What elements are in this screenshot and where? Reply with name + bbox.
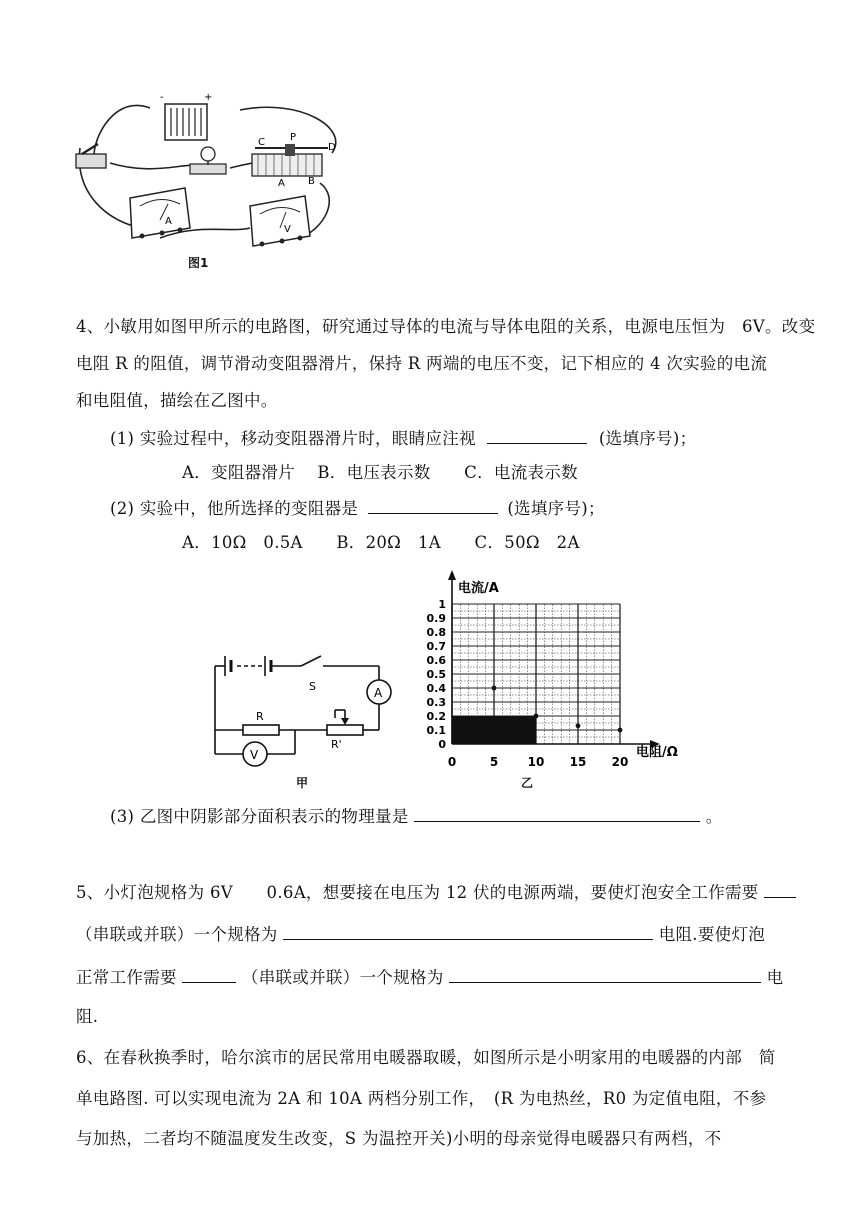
circuit-resistor-label: R <box>256 710 264 723</box>
q4-sub2-options: A．10Ω 0.5A B．20Ω 1A C．50Ω 2A <box>182 533 580 552</box>
q5-line-2-text-a: （串联或并联）一个规格为 <box>76 925 278 944</box>
q6-line-1: 6、在春秋换季时，哈尔滨市的居民常用电暖器取暖，如图所示是小明家用的电暖器的内部 简 <box>76 1048 776 1067</box>
x-tick-label: 5 <box>489 755 499 769</box>
y-tick-label: 0.4 <box>426 682 446 695</box>
y-tick-label: 0 <box>438 738 446 751</box>
y-axis-arrow <box>448 570 456 580</box>
data-point <box>618 728 623 733</box>
y-tick-label: 1 <box>438 598 446 611</box>
x-tick-label: 10 <box>527 755 545 769</box>
q4-sub1-answer-blank[interactable] <box>487 427 587 444</box>
data-point <box>576 723 581 728</box>
circuit-jia-caption: 甲 <box>296 776 309 790</box>
chart-x-axis-label: 电阻/Ω <box>636 745 678 760</box>
rheostat-d-label: D <box>328 142 336 153</box>
rheostat-p-label: P <box>290 132 297 143</box>
q5-blank-1[interactable] <box>764 881 796 898</box>
q5-line-2 <box>76 923 765 946</box>
q4-sub3-prefix: (3) 乙图中阴影部分面积表示的物理量是 <box>110 807 409 826</box>
rheostat-b-label: B <box>308 176 315 187</box>
circuit-jia-diagram <box>205 650 405 780</box>
x-tick-label: 15 <box>569 755 587 769</box>
circuit-switch-label: S <box>309 680 316 693</box>
q5-line-3-text-b: （串联或并联）一个规格为 <box>241 968 444 987</box>
y-tick-label: 0.8 <box>426 626 446 639</box>
q4-sub1-prefix: (1) 实验过程中，移动变阻器滑片时，眼睛应注视 <box>110 429 476 448</box>
q5-blank-3[interactable] <box>182 966 236 983</box>
q4-intro-line-1: 4、小敏用如图甲所示的电路图，研究通过导体的电流与导体电阻的关系，电源电压恒为 6V。改变 <box>76 317 816 336</box>
data-point <box>492 686 497 691</box>
q6-line-2: 单电路图. 可以实现电流为 2A 和 10A 两档分别工作， (R 为电热丝，R0 为定值电阻，不参 <box>76 1089 767 1108</box>
data-point <box>534 714 539 719</box>
q4-sub3-suffix: 。 <box>705 807 723 826</box>
y-tick-label: 0.1 <box>426 724 446 737</box>
q4-intro-line-2: 电阻 R 的阻值，调节滑动变阻器滑片，保持 R 两端的电压不变，记下相应的 4 次实验的电流 <box>76 354 768 373</box>
q4-sub1-options: A．变阻器滑片 B．电压表示数 C．电流表示数 <box>182 463 578 482</box>
q5-line-1-text: 5、小灯泡规格为 6V 0.6A，想要接在电压为 12 伏的电源两端，要使灯泡安全工作需要 <box>76 883 759 902</box>
battery-plus-label: + <box>204 92 213 103</box>
circuit-voltmeter-label: V <box>250 748 259 762</box>
y-tick-label: 0.7 <box>426 640 446 653</box>
battery-minus-label: - <box>160 92 164 103</box>
x-tick-label: 20 <box>611 755 629 769</box>
q5-line-3 <box>76 966 783 989</box>
q5-line-2-text-b: 电阻.要使灯泡 <box>658 925 766 944</box>
q4-sub3 <box>110 805 723 828</box>
q4-sub1 <box>110 427 696 450</box>
chart-yi <box>408 568 698 788</box>
y-tick-label: 0.5 <box>426 668 446 681</box>
y-tick-label: 0.6 <box>426 654 446 667</box>
q5-line-3-text-c: 电 <box>766 968 784 987</box>
q4-intro-line-3: 和电阻值，描绘在乙图中。 <box>76 391 278 410</box>
y-tick-label: 0.9 <box>426 612 446 625</box>
chart-y-axis-label: 电流/A <box>458 581 499 596</box>
q4-sub2-answer-blank[interactable] <box>368 497 498 514</box>
figure-1-caption: 图1 <box>188 256 209 270</box>
q4-sub2 <box>110 497 605 520</box>
q5-line-4: 阻. <box>76 1007 99 1026</box>
x-tick-label: 0 <box>447 755 457 769</box>
knife-switch-icon <box>76 144 106 168</box>
voltmeter-icon <box>250 196 310 247</box>
figure-1-apparatus <box>70 88 350 258</box>
circuit-rheostat-label: R' <box>331 738 342 751</box>
ammeter-letter: A <box>165 216 172 227</box>
bulb-icon <box>190 147 226 174</box>
q5-blank-4[interactable] <box>449 966 761 983</box>
q4-sub2-suffix: (选填序号)； <box>507 499 605 518</box>
rheostat-icon <box>252 144 328 176</box>
q6-line-3: 与加热，二者均不随温度发生改变，S 为温控开关)小明的母亲觉得电暖器只有两档，不 <box>76 1129 722 1148</box>
y-tick-label: 0.2 <box>426 710 446 723</box>
q5-line-1 <box>76 881 796 904</box>
q4-sub1-suffix: (选填序号)； <box>598 429 697 448</box>
y-tick-label: 0.3 <box>426 696 446 709</box>
q4-sub3-answer-blank[interactable] <box>414 805 700 822</box>
rheostat-c-label: C <box>258 137 265 148</box>
q5-line-3-text-a: 正常工作需要 <box>76 968 177 987</box>
q4-sub2-prefix: (2) 实验中，他所选择的变阻器是 <box>110 499 359 518</box>
q5-blank-2[interactable] <box>283 923 653 940</box>
voltmeter-letter: V <box>284 224 291 235</box>
circuit-ammeter-label: A <box>374 686 383 700</box>
rheostat-a-label: A <box>278 178 285 189</box>
shaded-area <box>452 716 536 744</box>
chart-yi-caption: 乙 <box>521 776 534 790</box>
ammeter-icon <box>130 188 190 239</box>
